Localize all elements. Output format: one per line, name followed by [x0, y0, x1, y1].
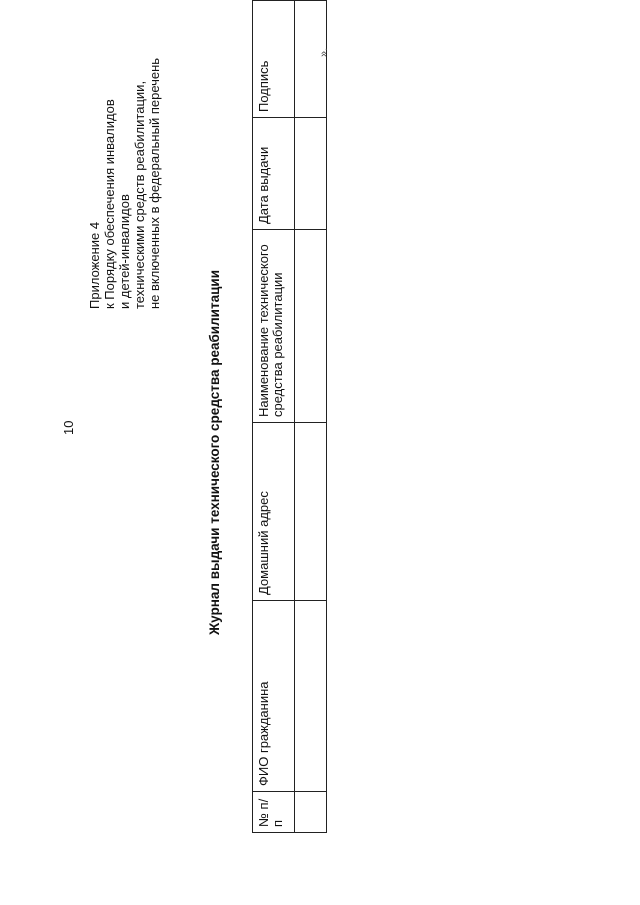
header-cell-issue-date: Дата выдачи: [253, 118, 295, 230]
table-cell: [295, 1, 327, 118]
header-cell-signature: Подпись: [253, 1, 295, 118]
table-cell: [295, 601, 327, 792]
header-cell-address: Домашний адрес: [253, 423, 295, 601]
page-number: 10: [61, 420, 76, 435]
table-cell: [295, 423, 327, 601]
journal-table: [252, 0, 327, 833]
annex-line: Приложение 4: [87, 221, 102, 309]
table-header-row: [253, 1, 295, 833]
annex-header: [87, 58, 162, 309]
annex-line: не включенных в федеральный перечень: [147, 57, 162, 309]
annex-line: к Порядку обеспечения инвалидов: [102, 99, 117, 309]
annex-line: техническими средств реабилитации,: [132, 80, 147, 309]
annex-line: и детей-инвалидов: [117, 194, 132, 309]
header-cell-device-name: Наименование технического средства реабилитации: [253, 230, 295, 423]
table-cell: [295, 792, 327, 833]
header-cell-number: № п/п: [253, 792, 295, 833]
header-cell-full-name: ФИО гражданина: [253, 601, 295, 792]
table-cell: [295, 230, 327, 423]
closing-quote-mark: ».: [318, 47, 330, 57]
document-title: Журнал выдачи технического средства реабилитации: [207, 270, 222, 636]
table-cell: [295, 118, 327, 230]
table-row: [295, 1, 327, 833]
